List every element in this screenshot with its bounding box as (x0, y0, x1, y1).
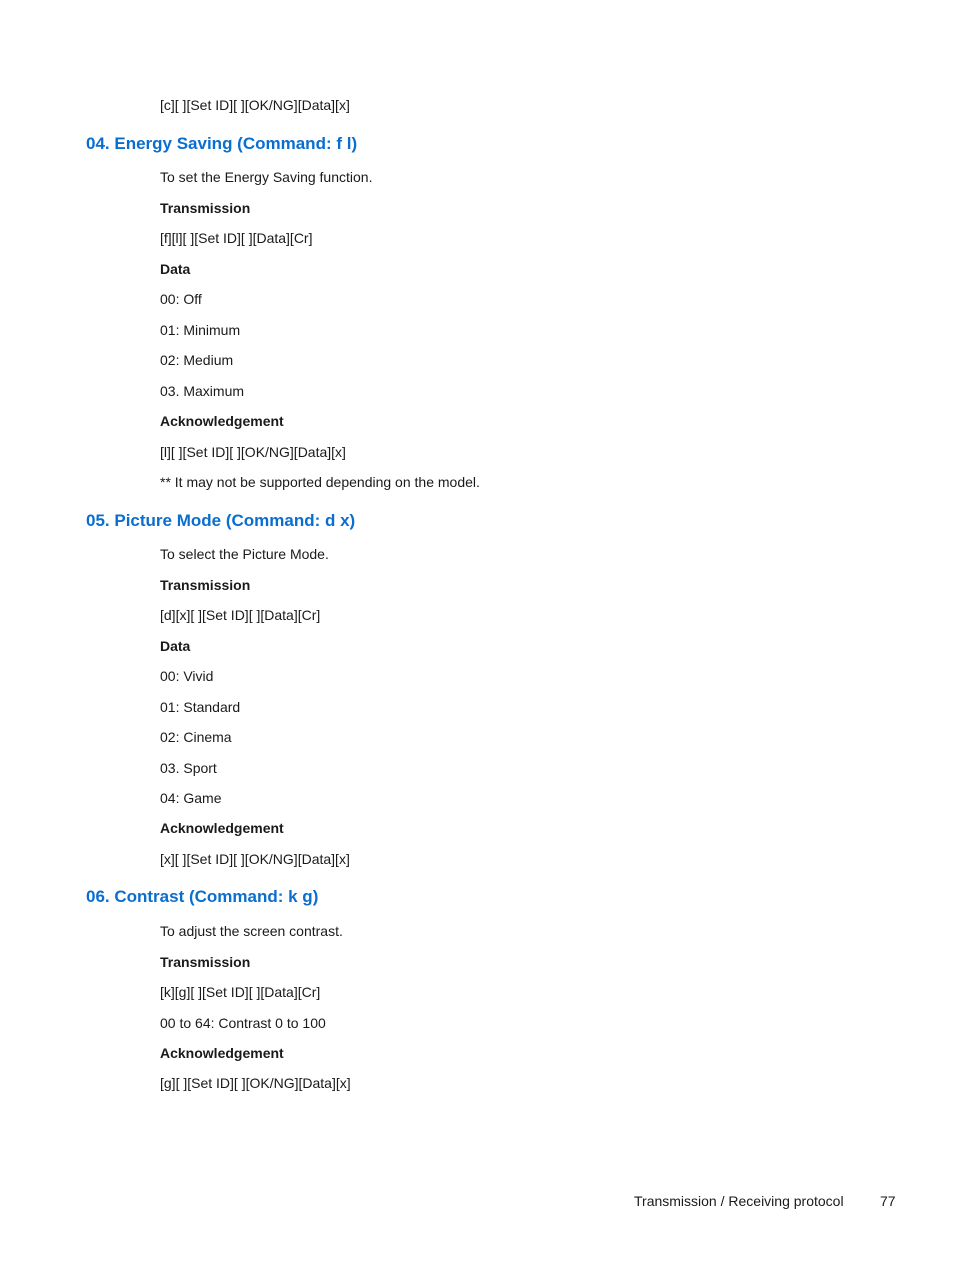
acknowledgement-label: Acknowledgement (160, 413, 284, 429)
section-intro: To set the Energy Saving function. (160, 169, 373, 185)
data-item: 00: Vivid (160, 668, 214, 684)
data-item: 02: Medium (160, 352, 234, 368)
contrast-range: 00 to 64: Contrast 0 to 100 (160, 1015, 326, 1031)
acknowledgement-format: [l][ ][Set ID][ ][OK/NG][Data][x] (160, 444, 346, 460)
ack-format-line: [c][ ][Set ID][ ][OK/NG][Data][x] (160, 97, 350, 113)
data-item: 03. Sport (160, 760, 217, 776)
data-item: 01: Standard (160, 699, 241, 715)
transmission-format: [d][x][ ][Set ID][ ][Data][Cr] (160, 607, 321, 623)
acknowledgement-label: Acknowledgement (160, 820, 284, 836)
page-number: 77 (880, 1193, 896, 1209)
section-heading-contrast: 06. Contrast (Command: k g) (86, 887, 319, 906)
footer-section-title: Transmission / Receiving protocol (634, 1193, 844, 1209)
transmission-label: Transmission (160, 954, 251, 970)
data-label: Data (160, 638, 191, 654)
section-intro: To select the Picture Mode. (160, 546, 329, 562)
acknowledgement-format: [g][ ][Set ID][ ][OK/NG][Data][x] (160, 1075, 351, 1091)
transmission-format: [k][g][ ][Set ID][ ][Data][Cr] (160, 984, 321, 1000)
data-item: 01: Minimum (160, 322, 241, 338)
data-item: 03. Maximum (160, 383, 245, 399)
data-item: 04: Game (160, 790, 222, 806)
transmission-format: [f][l][ ][Set ID][ ][Data][Cr] (160, 230, 313, 246)
model-support-note: ** It may not be supported depending on the model. (160, 474, 480, 490)
data-item: 00: Off (160, 291, 202, 307)
transmission-label: Transmission (160, 200, 251, 216)
transmission-label: Transmission (160, 577, 251, 593)
acknowledgement-format: [x][ ][Set ID][ ][OK/NG][Data][x] (160, 851, 350, 867)
acknowledgement-label: Acknowledgement (160, 1045, 284, 1061)
section-intro: To adjust the screen contrast. (160, 923, 343, 939)
data-label: Data (160, 261, 191, 277)
data-item: 02: Cinema (160, 729, 232, 745)
section-heading-energy-saving: 04. Energy Saving (Command: f l) (86, 134, 358, 153)
section-heading-picture-mode: 05. Picture Mode (Command: d x) (86, 511, 356, 530)
